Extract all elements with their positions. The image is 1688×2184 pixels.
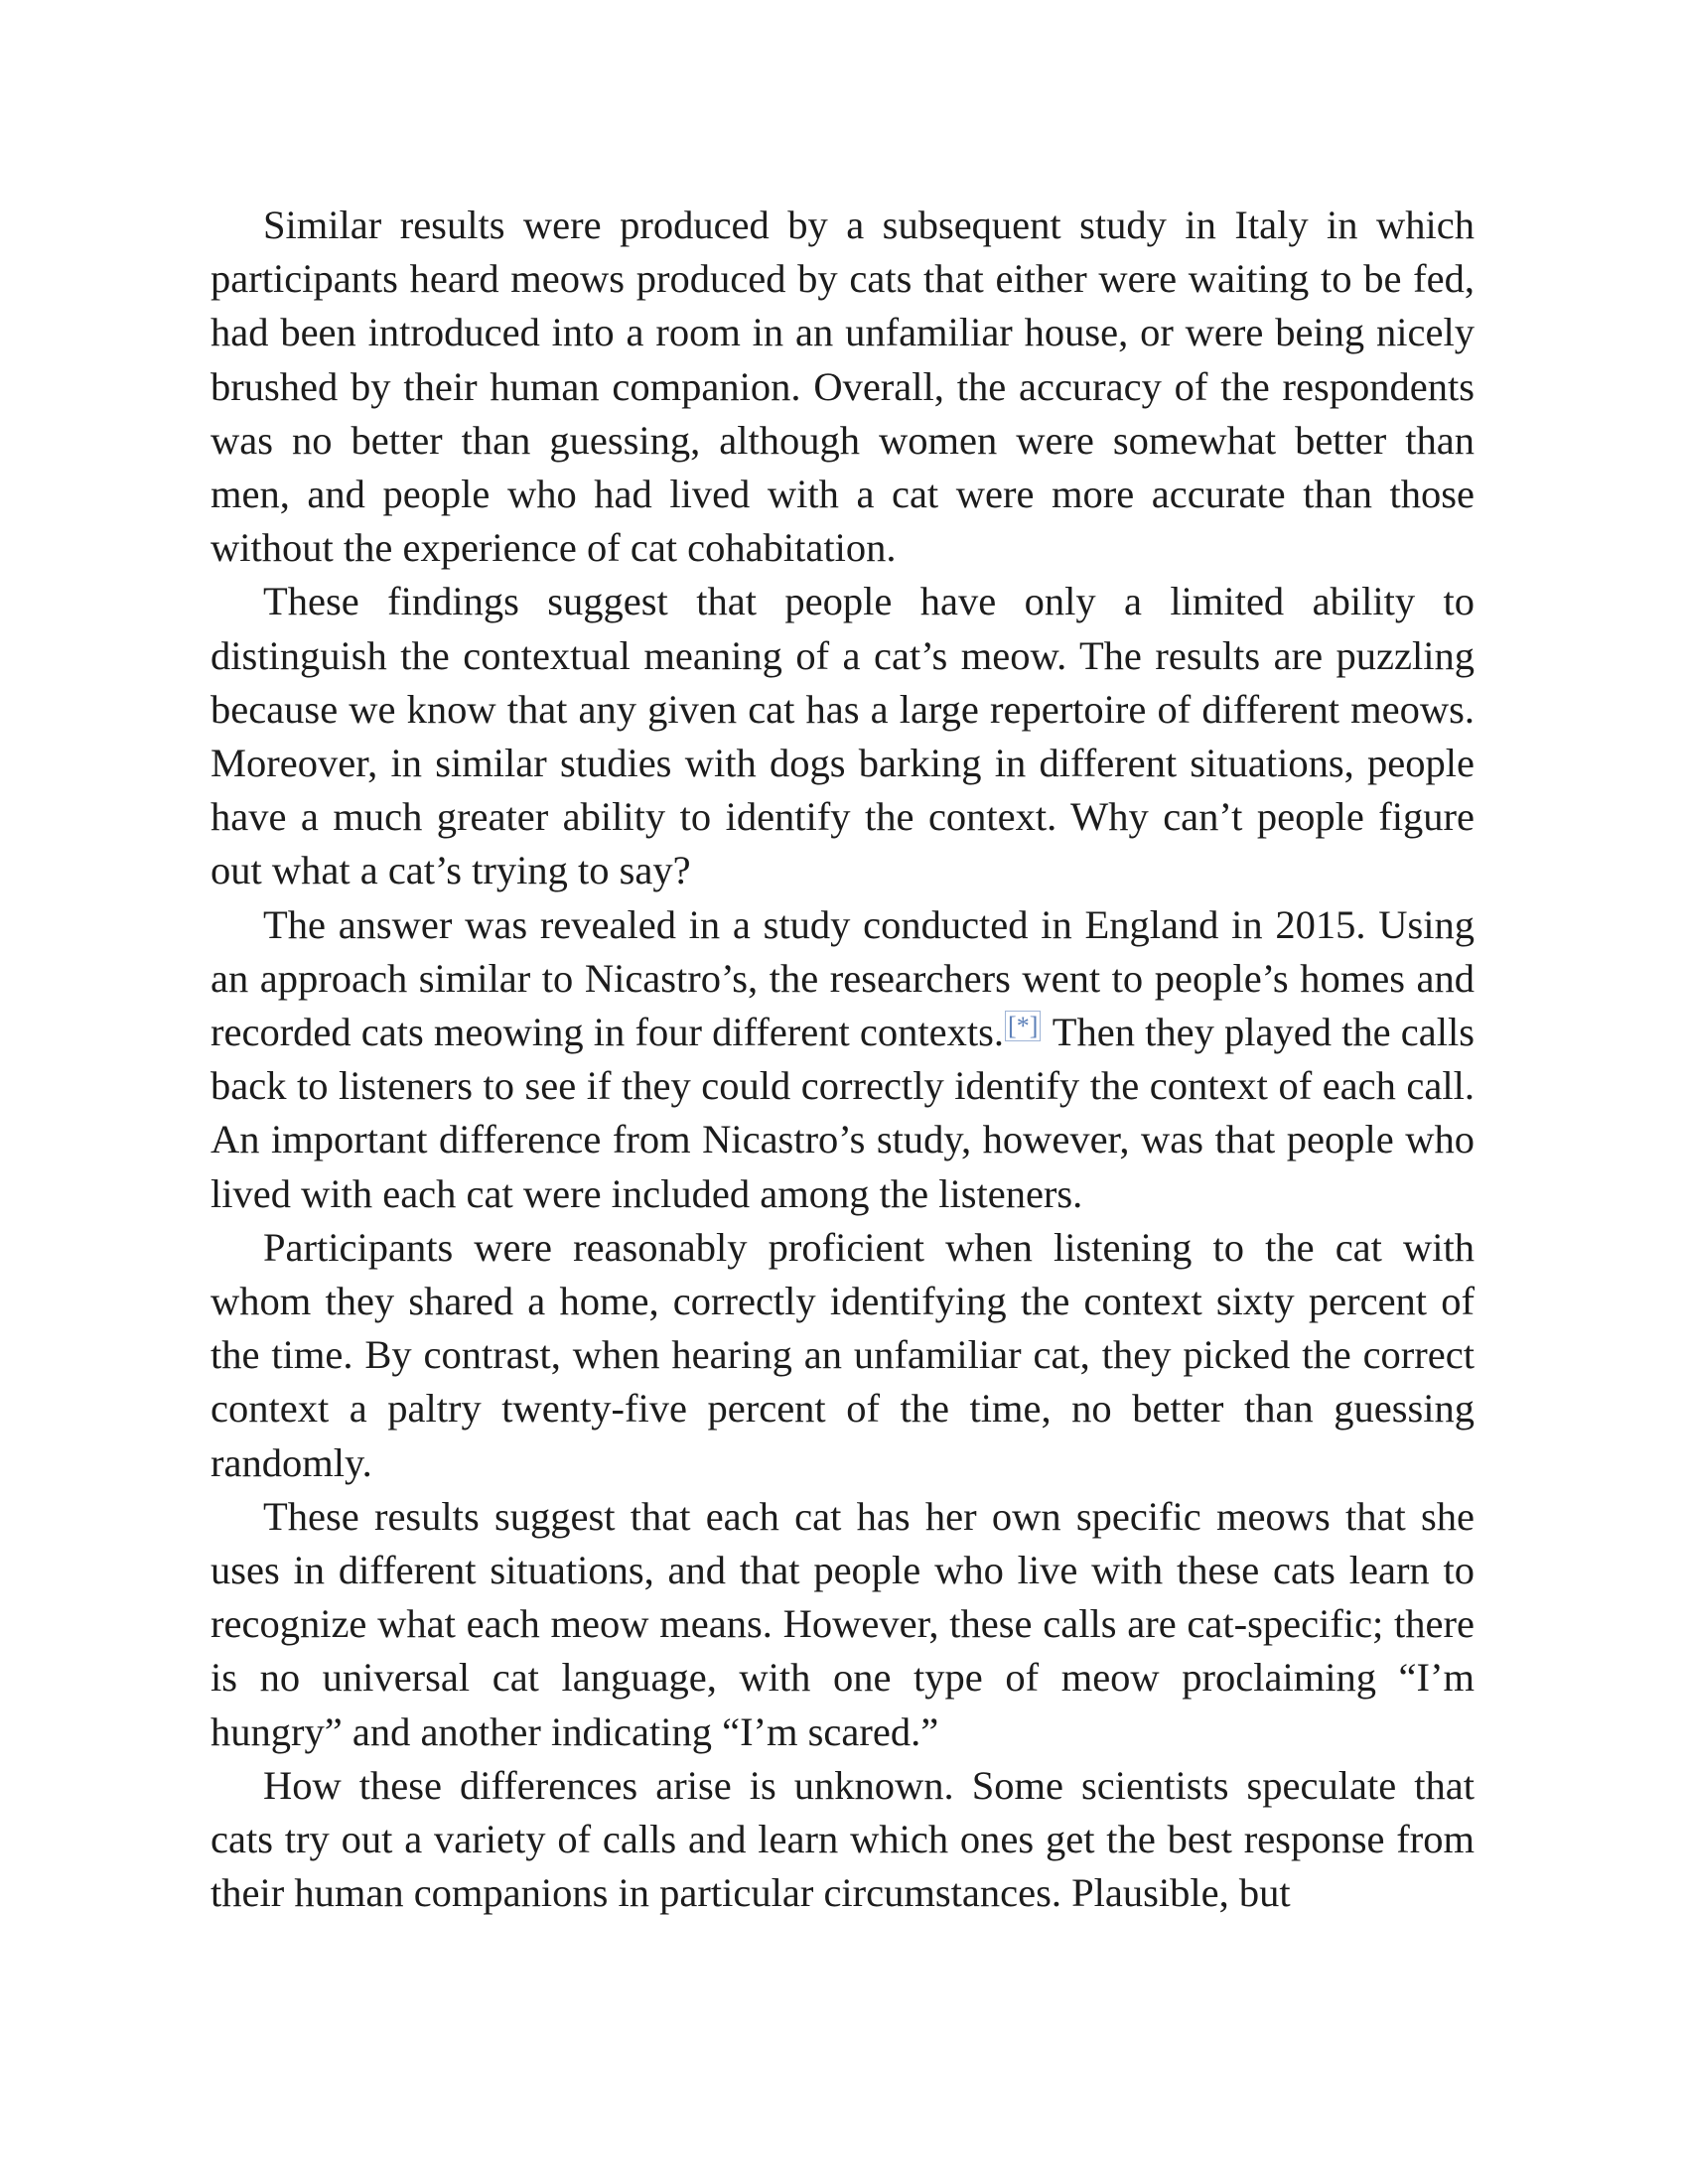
paragraph-italy-study: Similar results were produced by a subsequent study in Italy in which participants heard meows produced by cats that either were waiting to be fed, had been introduced into a room in an unfamiliar house, or were being nicely brushed by their human companion. Overall, the accuracy of the respondents was no better than guessing, although women were somewhat better than men, and people who had lived with a cat were more accurate than those without the experience of cat cohabitation. (211, 203, 1475, 571)
paragraph-limited-ability: These findings suggest that people have only a limited ability to distinguish the contextual meaning of a cat’s meow. The results are puzzling because we know that any given cat has a large repertoire of different meows. Moreover, in similar studies with dogs barking in different situations, people have a much greater ability to identify the context. Why can’t people figure out what a cat’s trying to say? (211, 579, 1475, 893)
paragraph-england-study (211, 898, 1475, 1221)
paragraph-england-study-text-before: The answer was revealed in a study conducted in England in 2015. Using an approach similar to Nicastro’s, the researchers went to people’s homes and recorded cats meowing in four different contexts. (211, 901, 1475, 1055)
paragraph-differences-unknown: How these differences arise is unknown. Some scientists speculate that cats try out a variety of calls and learn which ones get the best response from their human companions in particular circumstances. Plausible, but (211, 1762, 1475, 1916)
paragraph-cat-specific-meows: These results suggest that each cat has her own specific meows that she uses in different situations, and that people who live with these cats learn to recognize what each meow means. However, these calls are cat-specific; there is no universal cat language, with one type of meow proclaiming “I’m hungry” and another indicating “I’m scared.” (211, 1493, 1475, 1754)
paragraph-england-study-text-after: Then they played the calls back to listeners to see if they could correctly identify the context of each call. An important difference from Nicastro’s study, however, was that people who lived with each cat were included among the listeners. (211, 1010, 1475, 1216)
footnote-link[interactable]: [*] (1005, 1011, 1041, 1041)
paragraph-participants-proficient: Participants were reasonably proficient when listening to the cat with whom they shared a home, correctly identifying the context sixty percent of the time. By contrast, when hearing an unfamiliar cat, they picked the correct context a paltry twenty-five percent of the time, no better than guessing randomly. (211, 1224, 1475, 1485)
page-body (211, 199, 1475, 1921)
